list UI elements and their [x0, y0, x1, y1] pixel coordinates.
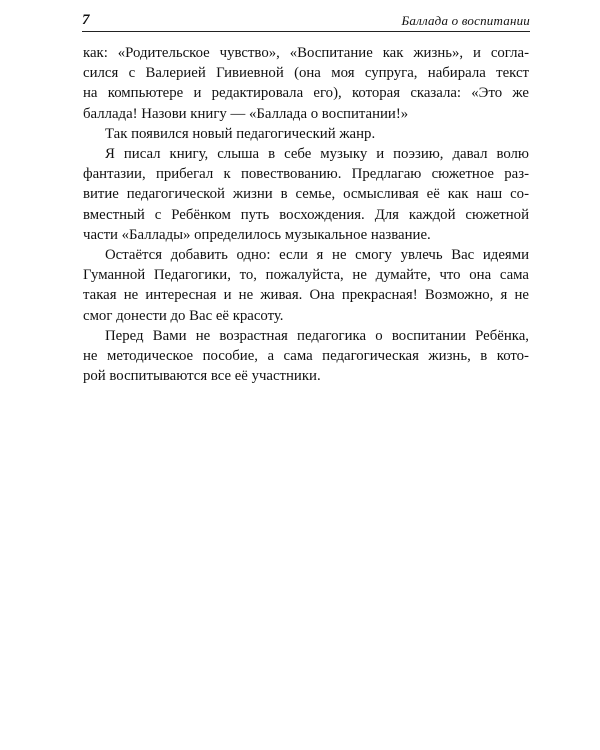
- text-line: Так появился новый педагогический жанр.: [105, 125, 376, 142]
- page-header: [82, 11, 530, 32]
- text-line: смог донести до Вас её красоту.: [83, 307, 284, 324]
- text-line: рой воспитываются все её участники.: [83, 368, 321, 385]
- text-line: такая не интересная и не живая. Она прекрасная! Возможно, я не: [83, 287, 529, 304]
- text-line: как: «Родительское чувство», «Воспитание как жизнь», и согла-: [83, 45, 529, 61]
- paragraph-2: [83, 124, 529, 144]
- running-title: Баллада о воспитании: [401, 13, 530, 28]
- text-line: сился с Валерией Гивиевной (она моя супруга, набирала текст: [83, 65, 529, 82]
- text-line: витие педагогической жизни в семье, осмысливая её как наш со-: [83, 186, 529, 203]
- text-line: Остаётся добавить одно: если я не смогу увлечь Вас идеями: [105, 247, 529, 264]
- text-line: на компьютере и редактировала его), которая сказала: «Это же: [83, 85, 529, 102]
- text-line: части «Баллады» определилось музыкальное название.: [83, 226, 431, 243]
- paragraph-4: [83, 245, 529, 326]
- text-line: Гуманной Педагогики, то, пожалуйста, не думайте, что она сама: [83, 267, 529, 284]
- text-line: Я писал книгу, слыша в себе музыку и поэзию, давал волю: [105, 146, 529, 163]
- body-text: [83, 43, 529, 386]
- text-line: Перед Вами не возрастная педагогика о воспитании Ребёнка,: [105, 327, 529, 344]
- paragraph-1: [83, 43, 529, 124]
- text-line: баллада! Назови книгу — «Баллада о воспитании!»: [83, 105, 409, 122]
- text-line: не методическое пособие, а сама педагогическая жизнь, в кото-: [83, 348, 529, 365]
- paragraph-5: [83, 326, 529, 387]
- text-line: фантазии, прибегал к повествованию. Предлагаю сюжетное раз-: [83, 166, 529, 183]
- page-number: 7: [82, 12, 90, 28]
- text-line: вместный с Ребёнком путь восхождения. Для каждой сюжетной: [83, 206, 529, 223]
- paragraph-3: [83, 144, 529, 245]
